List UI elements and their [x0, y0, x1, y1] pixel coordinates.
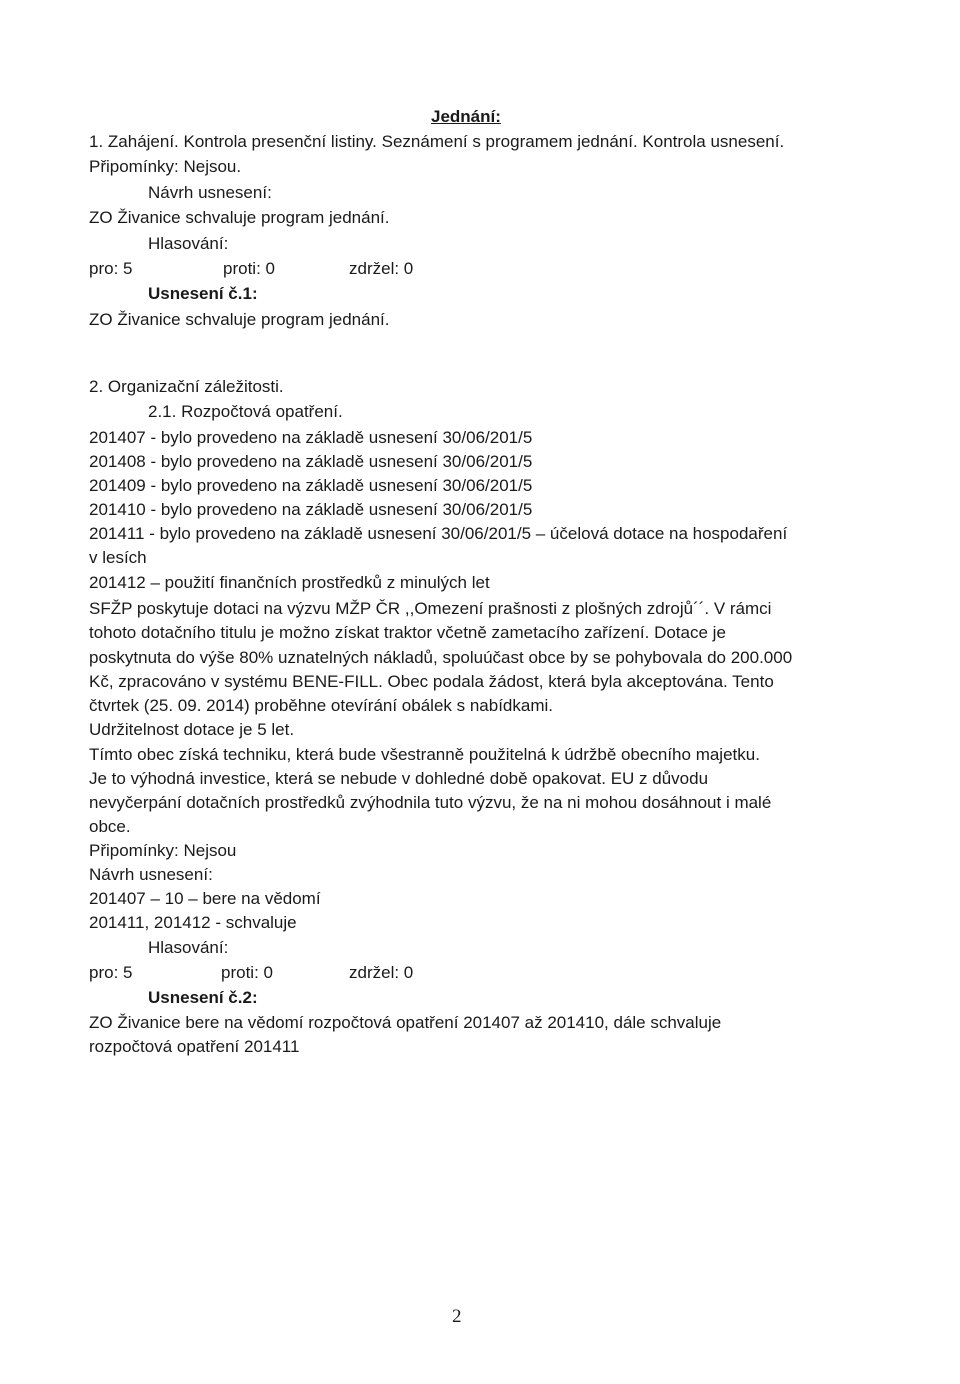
item1-resolution-text: ZO Živanice schvaluje program jednání.: [89, 310, 390, 329]
section-heading: Jednání:: [431, 107, 501, 126]
item1-resolution-label: Usnesení č.1:: [148, 284, 258, 303]
item1-proposal-label: Návrh usnesení:: [148, 183, 272, 202]
item2-line: tohoto dotačního titulu je možno získat traktor včetně zametacího zařízení. Dotace je: [89, 623, 726, 642]
item2-line: 201407 – 10 – bere na vědomí: [89, 889, 321, 908]
item2-line: Je to výhodná investice, která se nebude v dohledné době opakovat. EU z důvodu: [89, 769, 709, 788]
item2-line: 201409 - bylo provedeno na základě usnesení 30/06/201/5: [89, 476, 533, 495]
item1-vote-abstain: zdržel: 0: [349, 259, 414, 278]
item2-vote-abstain: zdržel: 0: [349, 963, 414, 982]
item2-line: Tímto obec získá techniku, která bude všestranně použitelná k údržbě obecního majetku.: [89, 745, 760, 764]
item2-line: Kč, zpracováno v systému BENE-FILL. Obec podala žádost, která byla akceptována. Tento: [89, 672, 774, 691]
item2-resolution-line1: ZO Živanice bere na vědomí rozpočtová opatření 201407 až 201410, dále schvaluje: [89, 1013, 722, 1032]
item2-resolution-text: [89, 1011, 839, 1035]
item2-line: Připomínky: Nejsou: [89, 841, 237, 860]
item2-line: 201407 - bylo provedeno na základě usnesení 30/06/201/5: [89, 428, 533, 447]
item2-line: 201408 - bylo provedeno na základě usnesení 30/06/201/5: [89, 452, 533, 471]
item2-line: v lesích: [89, 548, 147, 567]
item1-title: 1. Zahájení. Kontrola presenční listiny. Seznámení s programem jednání. Kontrola usnesení.: [89, 132, 785, 151]
item2-line: Udržitelnost dotace je 5 let.: [89, 720, 295, 739]
item1-vote-for: pro: 5: [89, 259, 133, 278]
item2-title: 2. Organizační záležitosti.: [89, 377, 284, 396]
item2-subtitle: 2.1. Rozpočtová opatření.: [148, 402, 343, 421]
item2-line: poskytnuta do výše 80% uznatelných nákladů, spoluúčast obce by se pohybovala do 200.000: [89, 648, 793, 667]
item2-line: SFŽP poskytuje dotaci na výzvu MŽP ČR ,,Omezení prašnosti z plošných zdrojů´´. V rámci: [89, 599, 772, 618]
item2-vote-label: Hlasování:: [148, 938, 229, 957]
item1-proposal-text: ZO Živanice schvaluje program jednání.: [89, 208, 390, 227]
item2-line: Návrh usnesení:: [89, 865, 213, 884]
page-number: 2: [452, 1306, 462, 1327]
item2-resolution-line2: rozpočtová opatření 201411: [89, 1037, 300, 1056]
item2-line: 201411 - bylo provedeno na základě usnesení 30/06/201/5 – účelová dotace na hospodaření: [89, 524, 788, 543]
item2-line: nevyčerpání dotačních prostředků zvýhodnila tuto výzvu, že na ni mohou dosáhnout i malé: [89, 793, 772, 812]
item1-remarks: Připomínky: Nejsou.: [89, 157, 242, 176]
item1-vote-against: proti: 0: [223, 259, 275, 278]
item2-line: 201411, 201412 - schvaluje: [89, 913, 297, 932]
item2-line: 201412 – použití finančních prostředků z minulých let: [89, 573, 490, 592]
item2-vote-for: pro: 5: [89, 963, 133, 982]
item2-line: obce.: [89, 817, 131, 836]
item2-line: 201410 - bylo provedeno na základě usnesení 30/06/201/5: [89, 500, 533, 519]
item2-line: čtvrtek (25. 09. 2014) proběhne otevírání obálek s nabídkami.: [89, 696, 553, 715]
item2-vote-against: proti: 0: [221, 963, 273, 982]
item1-vote-label: Hlasování:: [148, 234, 229, 253]
item2-resolution-label: Usnesení č.2:: [148, 988, 258, 1007]
